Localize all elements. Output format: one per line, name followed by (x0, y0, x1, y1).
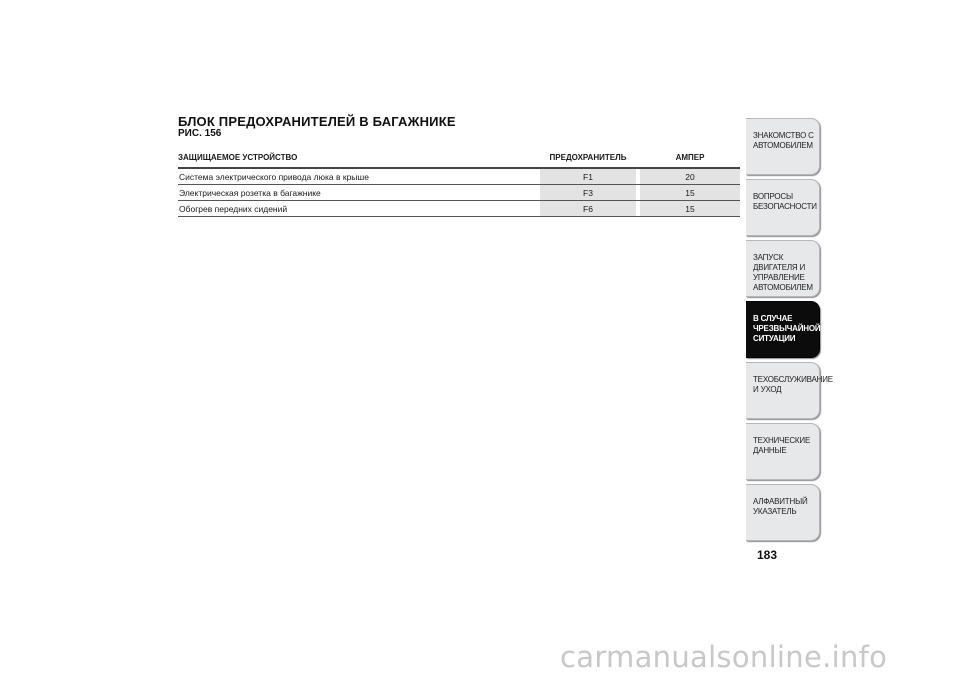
table-row (178, 168, 740, 185)
row-fuse: F6 (540, 201, 636, 217)
row-device: Обогрев передних сидений (178, 201, 536, 217)
header-device: ЗАЩИЩАЕМОЕ УСТРОЙСТВО (178, 150, 536, 168)
table-header-row (178, 150, 740, 168)
fuse-table (178, 150, 740, 217)
row-device: Система электрического привода люка в крыше (178, 168, 536, 185)
tab-driving[interactable]: ЗАПУСК ДВИГАТЕЛЯ И УПРАВЛЕНИЕ АВТОМОБИЛЕМ (746, 240, 820, 297)
tab-technical-data[interactable]: ТЕХНИЧЕСКИЕ ДАННЫЕ (746, 423, 820, 480)
figure-reference: РИС. 156 (178, 128, 222, 139)
header-fuse: ПРЕДОХРАНИТЕЛЬ (540, 150, 636, 168)
row-amp: 15 (640, 201, 740, 217)
row-amp: 20 (640, 168, 740, 185)
row-device: Электрическая розетка в багажнике (178, 185, 536, 201)
row-fuse: F3 (540, 185, 636, 201)
tab-safety[interactable]: ВОПРОСЫ БЕЗОПАСНОСТИ (746, 179, 820, 236)
chapter-tabs (746, 118, 833, 545)
tab-index[interactable]: АЛФАВИТНЫЙ УКАЗАТЕЛЬ (746, 484, 820, 541)
table-row (178, 185, 740, 201)
row-amp: 15 (640, 185, 740, 201)
row-fuse: F1 (540, 168, 636, 185)
tab-intro[interactable]: ЗНАКОМСТВО С АВТОМОБИЛЕМ (746, 118, 820, 175)
section-title: БЛОК ПРЕДОХРАНИТЕЛЕЙ В БАГАЖНИКЕ (178, 114, 456, 129)
table-row (178, 201, 740, 217)
tab-emergency[interactable]: В СЛУЧАЕ ЧРЕЗВЫЧАЙНОЙ СИТУАЦИИ (746, 301, 820, 358)
watermark: carmanualsonline.info (560, 640, 888, 674)
tab-maintenance[interactable]: ТЕХОБСЛУЖИВАНИЕ И УХОД (746, 362, 820, 419)
page-number: 183 (757, 548, 778, 562)
header-amp: АМПЕР (640, 150, 740, 168)
